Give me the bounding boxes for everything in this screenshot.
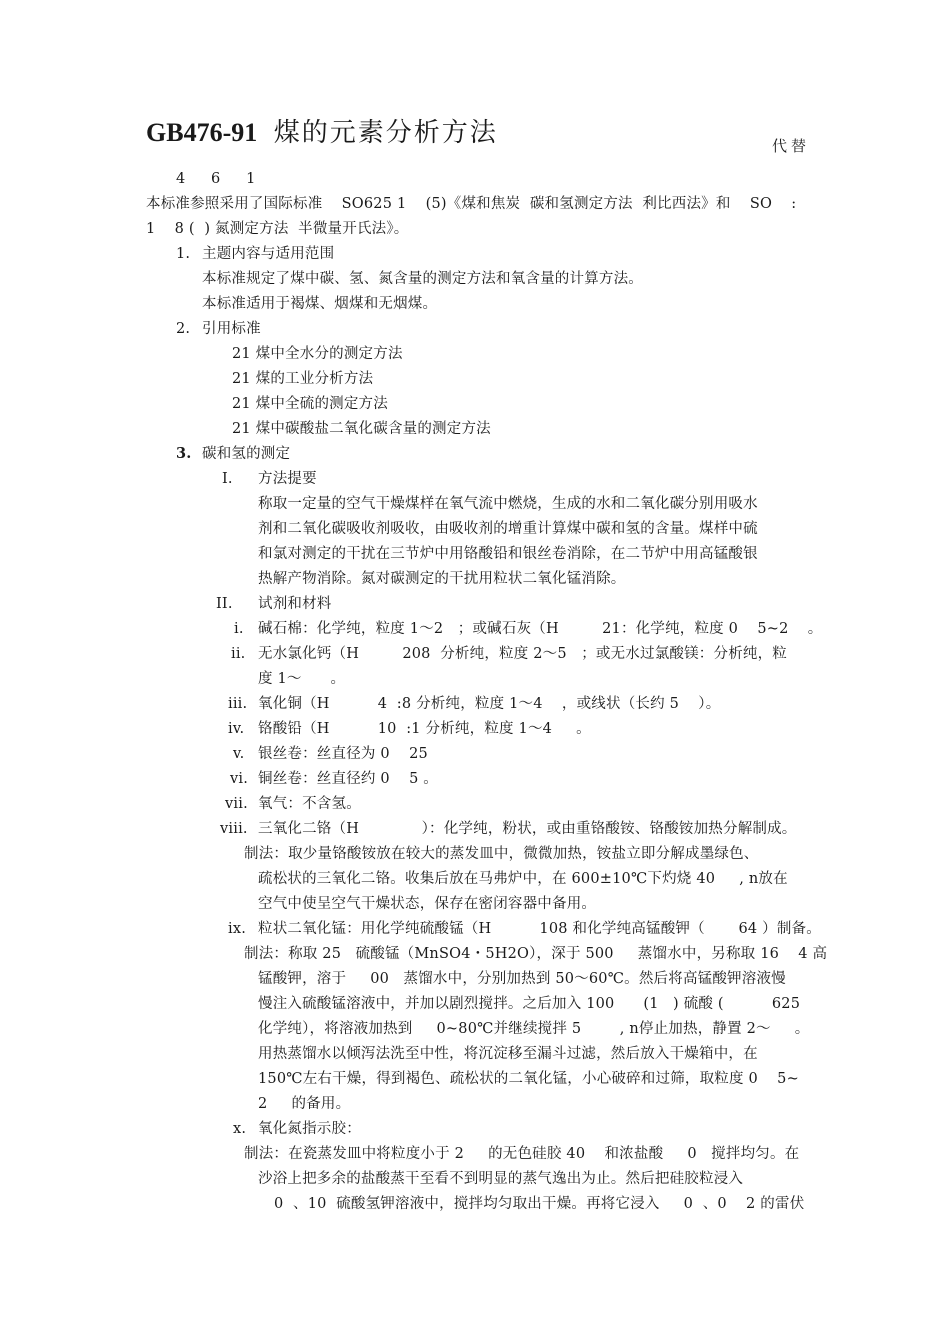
reagent-line: 度 1～ 。 [258, 671, 346, 687]
preparation-line: 制法：称取 25 硫酸锰（MnSO4・5H2O），深于 500 蒸馏水中，另称取 16 4 高 [244, 946, 828, 962]
preparation-line: 慢注入硫酸锰溶液中，并加以剧烈搅拌。之后加入 100 (1 ) 硫酸 ( 625 [258, 996, 801, 1012]
subsection-1-title: 方法提要 [258, 471, 317, 487]
reagent-number: vi. [230, 771, 249, 787]
reagent-number: v. [233, 746, 245, 762]
reagent-line: 无水氯化钙（H 208 分析纯，粒度 2～5 ；或无水过氯酸镁：分析纯，粒 [258, 646, 788, 662]
preparation-line: 0 、10 硫酸氢钾溶液中，搅拌均匀取出干燥。再将它浸入 0 、0 2 的雷伏 [274, 1196, 805, 1212]
section-2-title: 引用标准 [202, 321, 261, 337]
reagent-number: viii. [220, 821, 248, 837]
method-summary-line: 剂和二氧化碳吸收剂吸收，由吸收剂的增重计算煤中碳和氢的含量。煤样中硫 [258, 521, 758, 537]
reagent-number: ii. [231, 646, 246, 662]
section-1-para-1: 本标准规定了煤中碳、氢、氮含量的测定方法和氧含量的计算方法。 [202, 271, 643, 287]
reagent-number: iii. [228, 696, 248, 712]
reference-item: 21 煤中全硫的测定方法 [232, 396, 388, 412]
intro-line-1: 本标准参照采用了国际标准 SO625 1 (5)《煤和焦炭 碳和氢测定方法 利比西法》和 SO : [146, 196, 797, 212]
reagent-number: iv. [228, 721, 245, 737]
method-summary-line: 热解产物消除。氮对碳测定的干扰用粒状二氧化锰消除。 [258, 571, 626, 587]
reagent-line: 粒状二氧化锰：用化学纯硫酸锰（H 108 和化学纯高锰酸钾（ 64 ）制备。 [258, 921, 821, 937]
section-1-number: 1. [176, 246, 191, 262]
subsection-2-number: II. [216, 596, 233, 612]
reference-item: 21 煤的工业分析方法 [232, 371, 374, 387]
subsection-1-number: I. [222, 471, 233, 487]
section-3-number: 3. [176, 445, 192, 462]
reagent-line: 铬酸铅（H 10 :1 分析纯，粒度 1～4 。 [258, 721, 591, 737]
reagent-line: 氧化氮指示胶： [258, 1121, 361, 1137]
standard-title: 煤的元素分析方法 [273, 118, 498, 148]
preparation-line: 用热蒸馏水以倾泻法洗至中性，将沉淀移至漏斗过滤，然后放入干燥箱中，在 [258, 1046, 758, 1062]
reagent-number: ix. [228, 921, 247, 937]
preparation-line: 疏松状的三氧化二铬。收集后放在马弗炉中，在 600±10℃下灼烧 40 , n放在 [258, 871, 788, 887]
reference-item: 21 煤中全水分的测定方法 [232, 346, 403, 362]
preparation-line: 制法：在瓷蒸发皿中将粒度小于 2 的无色硅胶 40 和浓盐酸 0 搅拌均匀。在 [244, 1146, 800, 1162]
preparation-line: 空气中使呈空气干燥状态，保存在密闭容器中备用。 [258, 896, 597, 912]
reagent-number: vii. [225, 796, 248, 812]
preparation-line: 化学纯），将溶液加热到 0~80℃并继续搅拌 5 , n停止加热，静置 2～ 。 [258, 1021, 810, 1037]
preparation-line: 150℃左右干燥，得到褐色、疏松状的二氧化锰，小心破碎和过筛，取粒度 0 5~ [258, 1071, 799, 1087]
preparation-line: 沙浴上把多余的盐酸蒸干至看不到明显的蒸气逸出为止。然后把硅胶粒浸入 [258, 1171, 744, 1187]
preparation-line: 2 的备用。 [258, 1096, 351, 1112]
standard-code: GB476-91 [146, 118, 258, 147]
reagent-line: 铜丝卷：丝直径约 0 5 。 [258, 771, 439, 787]
reagent-number: x. [233, 1121, 247, 1137]
subsection-2-title: 试剂和材料 [258, 596, 332, 612]
method-summary-line: 称取一定量的空气干燥煤样在氧气流中燃烧，生成的水和二氧化碳分别用吸水 [258, 496, 758, 512]
reagent-line: 氧化铜（H 4 :8 分析纯，粒度 1～4 ，或线状（长约 5 ）。 [258, 696, 721, 712]
section-1-title: 主题内容与适用范围 [202, 246, 335, 262]
section-2-number: 2. [176, 321, 191, 337]
replaces-label: 代替 [772, 137, 811, 155]
reagent-line: 三氧化二铬（H ）：化学纯，粉状，或由重铬酸铵、铬酸铵加热分解制成。 [258, 821, 797, 837]
section-1-para-2: 本标准适用于褐煤、烟煤和无烟煤。 [202, 296, 438, 312]
reagent-line: 银丝卷：丝直径为 0 25 [258, 746, 428, 762]
standard-number-line: 4 6 1 [176, 171, 259, 187]
reagent-line: 碱石棉：化学纯，粒度 1～2 ；或碱石灰（H 21：化学纯，粒度 0 5~2 。 [258, 621, 823, 637]
preparation-line: 制法：取少量铬酸铵放在较大的蒸发皿中，微微加热，铵盐立即分解成墨绿色、 [244, 846, 759, 862]
section-3-title: 碳和氢的测定 [202, 446, 291, 462]
page-title [146, 116, 498, 150]
reagent-number: i. [234, 621, 244, 637]
reagent-line: 氧气：不含氢。 [258, 796, 361, 812]
reference-item: 21 煤中碳酸盐二氧化碳含量的测定方法 [232, 421, 491, 437]
intro-line-2: 1 8 ( ) 氮测定方法 半微量开氏法》。 [146, 221, 409, 237]
preparation-line: 锰酸钾，溶于 00 蒸馏水中，分别加热到 50～60℃。然后将高锰酸钾溶液慢 [258, 971, 786, 987]
method-summary-line: 和氯对测定的干扰在三节炉中用铬酸铅和银丝卷消除，在二节炉中用高锰酸银 [258, 546, 758, 562]
